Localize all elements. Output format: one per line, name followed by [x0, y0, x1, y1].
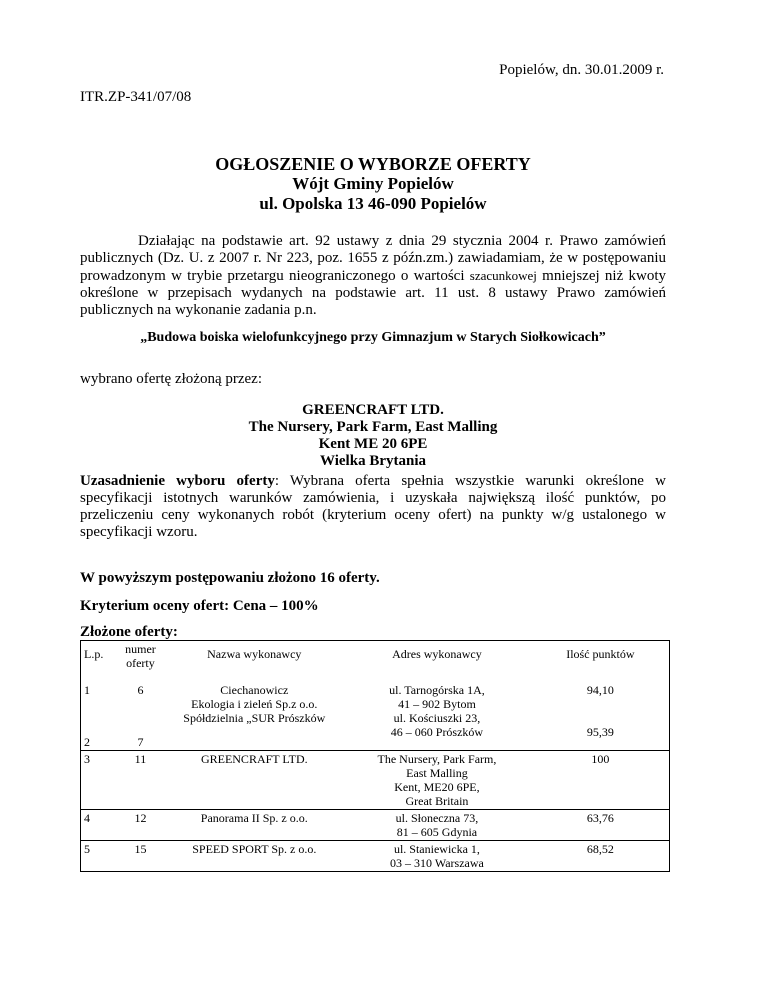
document-title: OGŁOSZENIE O WYBORZE OFERTY — [215, 154, 531, 174]
offer-number-2: 7 — [137, 735, 144, 749]
address-line: 03 – 310 Warszawa — [390, 856, 484, 870]
points-2: 95,39 — [586, 725, 614, 739]
cell-offer-number: 15 — [134, 842, 147, 856]
justification-label: Uzasadnienie wyboru oferty — [80, 473, 275, 489]
reference-number: ITR.ZP-341/07/08 — [80, 89, 192, 105]
contractor-name-line: Ekologia i zieleń Sp.z o.o. — [191, 697, 318, 711]
contractor-name-line: Ciechanowicz — [220, 683, 289, 697]
lp-2: 2 — [84, 735, 90, 749]
cell-offer-number: 11 — [134, 752, 147, 766]
winner-address-2: Kent ME 20 6PE — [318, 436, 428, 452]
table-header-row — [81, 641, 670, 683]
intro-text-main: Działając na podstawie art. 92 ustawy z dnia 29 stycznia 2004 r. Prawo zamówień publicznych (Dz. U. z 2007 r. Nr 223, poz. 1655 z późn.zm.) zawiadamiam, że w postępowaniu prowadzonym w trybie przetargu nieograniczonego o wartości — [80, 233, 666, 284]
offers-count: W powyższym postępowaniu złożono 16 oferty. — [80, 570, 380, 586]
cell-lp: 3 — [81, 751, 115, 810]
contractor-name-line: Spółdzielnia „SUR Prószków — [183, 711, 326, 725]
address-line: 46 – 060 Prószków — [390, 725, 484, 739]
address-line: The Nursery, Park Farm, — [377, 752, 497, 766]
offers-label: Złożone oferty: — [80, 624, 178, 640]
table-row — [81, 751, 670, 810]
cell-contractor-name: Panorama II Sp. z o.o. — [200, 811, 308, 825]
cell-points: 68,52 — [532, 841, 670, 872]
place-date: Popielów, dn. 30.01.2009 r. — [499, 62, 664, 78]
points-1: 94,10 — [586, 683, 614, 697]
header-contractor-address: Adres wykonawcy — [392, 647, 482, 661]
issuer-name: Wójt Gminy Popielów — [292, 174, 454, 193]
winner-country: Wielka Brytania — [320, 453, 426, 469]
intro-text-small: szacunkowej — [469, 268, 537, 283]
cell-points: 100 — [532, 751, 670, 810]
header-offer-number: numer oferty — [125, 642, 156, 670]
cell-offer-number: 12 — [134, 811, 147, 825]
document-heading — [80, 154, 666, 214]
address-line: 81 – 605 Gdynia — [396, 825, 478, 839]
table-row — [81, 682, 670, 751]
table-row — [81, 841, 670, 872]
lp-1: 1 — [84, 683, 90, 697]
cell-contractor-address — [342, 841, 532, 872]
offers-table — [80, 640, 670, 872]
winner-block — [80, 402, 666, 470]
cell-lp: 5 — [81, 841, 115, 872]
cell-lp: 4 — [81, 810, 115, 841]
address-line: ul. Kościuszki 23, — [393, 711, 481, 725]
cell-contractor-name — [166, 682, 342, 751]
evaluation-criterion: Kryterium oceny ofert: Cena – 100% — [80, 598, 319, 614]
address-line: 41 – 902 Bytom — [398, 697, 476, 711]
address-line: Kent, ME20 6PE, — [394, 780, 480, 794]
cell-points — [532, 682, 670, 751]
address-line: ul. Słoneczna 73, — [395, 811, 479, 825]
cell-contractor-address — [342, 682, 532, 751]
table-row — [81, 810, 670, 841]
address-line: ul. Staniewicka 1, — [393, 842, 480, 856]
header-points: Ilość punktów — [532, 641, 670, 683]
cell-offer-number — [114, 682, 166, 751]
chosen-label: wybrano ofertę złożoną przez: — [80, 371, 262, 387]
address-line: Great Britain — [405, 794, 469, 808]
justification-text: : Wybrana oferta spełnia wszystkie warunki określone w specyfikacji istotnych warunków zamówienia, i uzyskała największą ilość punktów, po przeliczeniu ceny wykonanych robót (kryterium oceny ofert) na punkty w/g ustalonego w specyfikacji wzoru. — [80, 473, 666, 540]
cell-contractor-name: SPEED SPORT Sp. z o.o. — [192, 842, 317, 856]
cell-contractor-name: GREENCRAFT LTD. — [200, 752, 308, 766]
cell-contractor-address — [342, 751, 532, 810]
intro-text-end: mniejszej niż kwoty określone w przepisach wydanych na podstawie art. 11 ust. 8 ustawy Prawo zamówień publicznych na wykonanie zadania p.n. — [80, 268, 666, 318]
winner-name: GREENCRAFT LTD. — [302, 402, 444, 418]
header-contractor-name: Nazwa wykonawcy — [207, 647, 302, 661]
justification-paragraph — [80, 473, 666, 541]
offer-number-1: 6 — [137, 683, 144, 697]
address-line: ul. Tarnogórska 1A, — [389, 683, 485, 697]
cell-lp — [81, 682, 115, 751]
winner-address-1: The Nursery, Park Farm, East Malling — [248, 419, 498, 435]
issuer-address: ul. Opolska 13 46-090 Popielów — [259, 194, 487, 213]
address-line: East Malling — [406, 766, 468, 780]
header-lp: L.p. — [81, 641, 115, 683]
project-name: „Budowa boiska wielofunkcyjnego przy Gimnazjum w Starych Siołkowicach” — [140, 330, 606, 345]
intro-paragraph — [80, 233, 666, 319]
cell-contractor-address — [342, 810, 532, 841]
cell-points: 63,76 — [532, 810, 670, 841]
